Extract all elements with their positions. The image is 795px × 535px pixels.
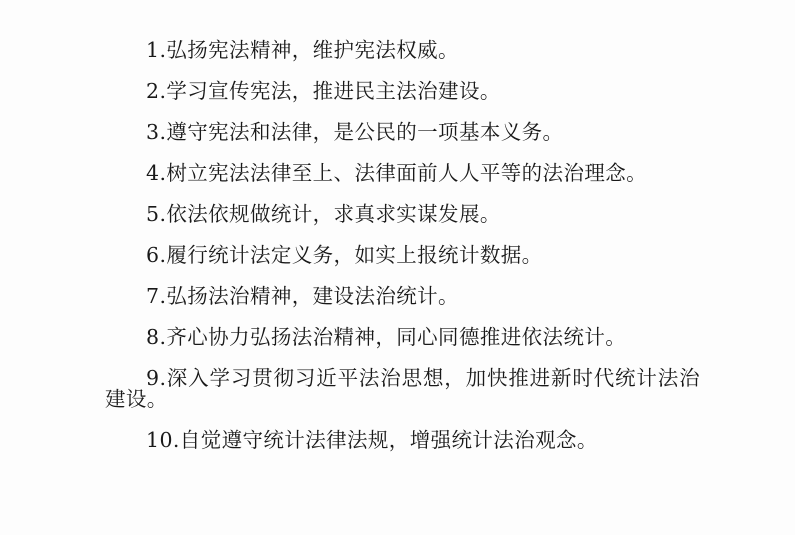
- document-line-2: 2.学习宣传宪法，推进民主法治建设。: [146, 79, 501, 103]
- document-text-block: [105, 40, 700, 450]
- document-line-7: 7.弘扬法治精神，建设法治统计。: [146, 284, 459, 308]
- document-line-4: 4.树立宪法法律至上、法律面前人人平等的法治理念。: [146, 161, 648, 185]
- document-line-5: 5.依法依规做统计，求真求实谋发展。: [146, 202, 501, 226]
- document-line-8: 8.齐心协力弘扬法治精神，同心同德推进依法统计。: [146, 325, 627, 349]
- document-line-1: 1.弘扬宪法精神，维护宪法权威。: [146, 38, 459, 62]
- document-line-6: 6.履行统计法定义务，如实上报统计数据。: [146, 243, 543, 267]
- document-line-9: 9.深入学习贯彻习近平法治思想，加快推进新时代统计法治建设。: [105, 366, 700, 411]
- document-line-10: 10.自觉遵守统计法律法规，增强统计法治观念。: [146, 427, 598, 452]
- document-line-3: 3.遵守宪法和法律，是公民的一项基本义务。: [146, 120, 564, 144]
